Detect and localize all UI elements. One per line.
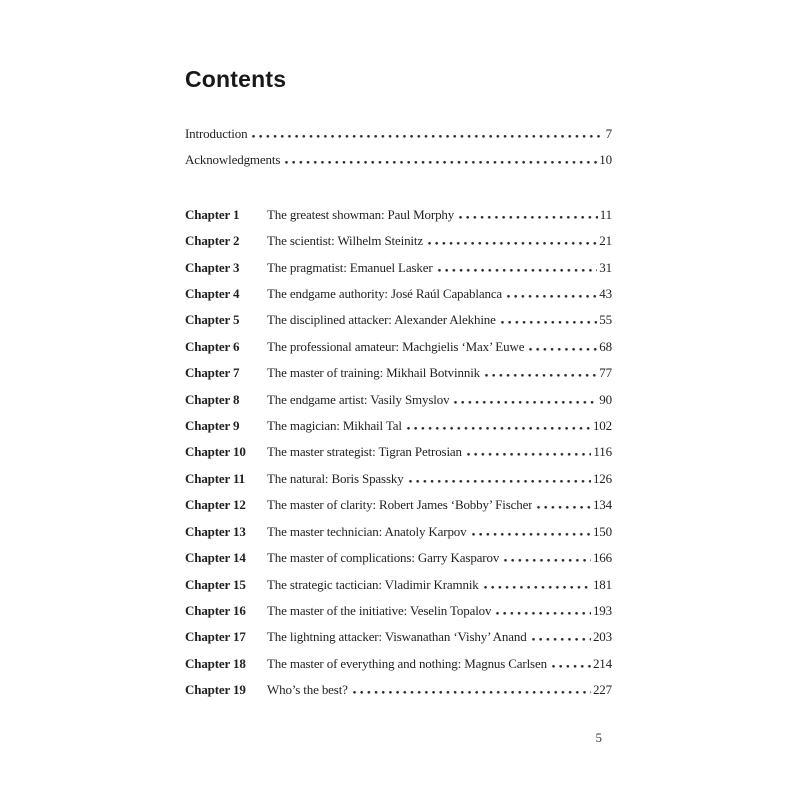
chapter-number: Chapter 7 <box>185 365 240 381</box>
chapter-number: Chapter 16 <box>185 602 246 618</box>
chapter-page: 203 <box>592 629 612 645</box>
toc-front-matter-row <box>185 147 612 173</box>
chapter-page: 68 <box>599 338 612 354</box>
dot-leader <box>494 610 591 615</box>
dot-leader <box>527 346 597 351</box>
page-title: Contents <box>185 66 287 92</box>
toc-chapter-row <box>185 439 612 465</box>
chapter-number: Chapter 19 <box>185 682 246 698</box>
toc-entry-page: 7 <box>605 126 612 141</box>
chapter-number: Chapter 1 <box>185 206 240 222</box>
toc-chapter-row <box>185 545 612 571</box>
toc-front-matter-row <box>185 121 612 147</box>
dot-leader <box>250 133 603 138</box>
chapter-number: Chapter 4 <box>185 286 240 302</box>
chapter-title: The disciplined attacker: Alexander Alekhine <box>267 312 496 328</box>
dot-leader <box>351 689 591 694</box>
chapter-number: Chapter 15 <box>185 576 246 592</box>
front-matter-list <box>185 121 612 174</box>
toc-chapter-row <box>185 413 612 439</box>
toc-entry-label: Acknowledgments <box>185 152 281 168</box>
chapter-title: The lightning attacker: Viswanathan ‘Vishy’ Anand <box>267 629 527 645</box>
dot-leader <box>550 663 591 668</box>
chapter-title: Who’s the best? <box>267 682 348 698</box>
chapter-page: 102 <box>592 418 612 434</box>
dot-leader <box>502 557 591 562</box>
chapter-page: 116 <box>593 444 612 460</box>
chapter-title: The master of clarity: Robert James ‘Bobby’ Fischer <box>267 497 533 513</box>
chapter-title: The master of training: Mikhail Botvinnik <box>267 365 481 381</box>
toc-chapter-row <box>185 281 612 307</box>
chapter-page: 150 <box>592 523 612 539</box>
dot-leader <box>436 267 598 272</box>
chapter-page: 77 <box>599 365 612 381</box>
toc-chapter-row <box>185 492 612 518</box>
toc-entry-page: 10 <box>599 152 612 168</box>
chapter-page: 31 <box>599 259 612 275</box>
chapter-number: Chapter 8 <box>185 391 240 407</box>
dot-leader <box>405 425 591 430</box>
chapter-number: Chapter 14 <box>185 550 246 566</box>
dot-leader <box>457 214 598 219</box>
dot-leader <box>426 240 597 245</box>
chapter-number: Chapter 13 <box>185 523 246 539</box>
toc-chapter-row <box>185 624 612 650</box>
toc-chapter-row <box>185 466 612 492</box>
chapter-title: The master of the initiative: Veselin Topalov <box>267 602 492 618</box>
dot-leader <box>482 584 591 589</box>
chapter-page: 166 <box>592 550 612 566</box>
chapter-number: Chapter 9 <box>185 418 240 434</box>
dot-leader <box>505 293 597 298</box>
chapter-title: The scientist: Wilhelm Steinitz <box>267 233 423 249</box>
chapter-number: Chapter 18 <box>185 655 246 671</box>
dot-leader <box>530 636 591 641</box>
dot-leader <box>283 159 597 164</box>
chapter-page: 55 <box>599 312 612 328</box>
chapter-page: 181 <box>592 576 612 592</box>
chapter-title: The master strategist: Tigran Petrosian <box>267 444 462 460</box>
dot-leader <box>465 451 592 456</box>
dot-leader <box>470 531 591 536</box>
chapter-page: 43 <box>599 286 612 302</box>
chapter-number: Chapter 17 <box>185 629 246 645</box>
toc-content <box>185 67 612 704</box>
dot-leader <box>452 399 597 404</box>
toc-chapter-row <box>185 202 612 228</box>
chapter-number: Chapter 12 <box>185 497 246 513</box>
chapter-page: 227 <box>592 682 612 698</box>
toc-chapter-row <box>185 651 612 677</box>
chapter-title: The natural: Boris Spassky <box>267 470 404 486</box>
chapter-page: 126 <box>592 470 612 486</box>
chapter-title: The endgame artist: Vasily Smyslov <box>267 391 450 407</box>
toc-chapter-row <box>185 307 612 333</box>
toc-chapter-row <box>185 572 612 598</box>
chapter-page: 193 <box>592 602 612 618</box>
chapter-title: The greatest showman: Paul Morphy <box>267 206 455 222</box>
chapter-page: 90 <box>599 391 612 407</box>
page-number: 5 <box>595 730 602 745</box>
chapter-title: The strategic tactician: Vladimir Kramnik <box>267 576 479 592</box>
chapter-title: The master of everything and nothing: Magnus Carlsen <box>267 655 547 671</box>
chapter-page: 21 <box>599 233 612 249</box>
chapter-title: The endgame authority: José Raúl Capablanca <box>267 286 503 302</box>
toc-chapter-row <box>185 677 612 703</box>
toc-chapter-row <box>185 598 612 624</box>
chapter-list <box>185 202 612 704</box>
chapter-number: Chapter 2 <box>185 233 240 249</box>
toc-chapter-row <box>185 334 612 360</box>
chapter-number: Chapter 6 <box>185 338 240 354</box>
toc-chapter-row <box>185 228 612 254</box>
chapter-page: 214 <box>592 655 612 671</box>
toc-chapter-row <box>185 387 612 413</box>
toc-entry-label: Introduction <box>185 126 248 141</box>
chapter-title: The master of complications: Garry Kasparov <box>267 550 500 566</box>
chapter-title: The professional amateur: Machgielis ‘Max’ Euwe <box>267 338 525 354</box>
dot-leader <box>499 319 598 324</box>
chapter-number: Chapter 10 <box>185 444 246 460</box>
dot-leader <box>535 504 591 509</box>
chapter-number: Chapter 11 <box>185 470 246 486</box>
chapter-title: The pragmatist: Emanuel Lasker <box>267 259 433 275</box>
chapter-title: The master technician: Anatoly Karpov <box>267 523 467 539</box>
toc-chapter-row <box>185 360 612 386</box>
chapter-number: Chapter 5 <box>185 312 240 328</box>
dot-leader <box>483 372 597 377</box>
toc-chapter-row <box>185 255 612 281</box>
chapter-title: The magician: Mikhail Tal <box>267 418 402 434</box>
dot-leader <box>407 478 591 483</box>
chapter-page: 11 <box>599 206 612 222</box>
chapter-number: Chapter 3 <box>185 259 240 275</box>
chapter-page: 134 <box>592 497 612 513</box>
toc-chapter-row <box>185 519 612 545</box>
